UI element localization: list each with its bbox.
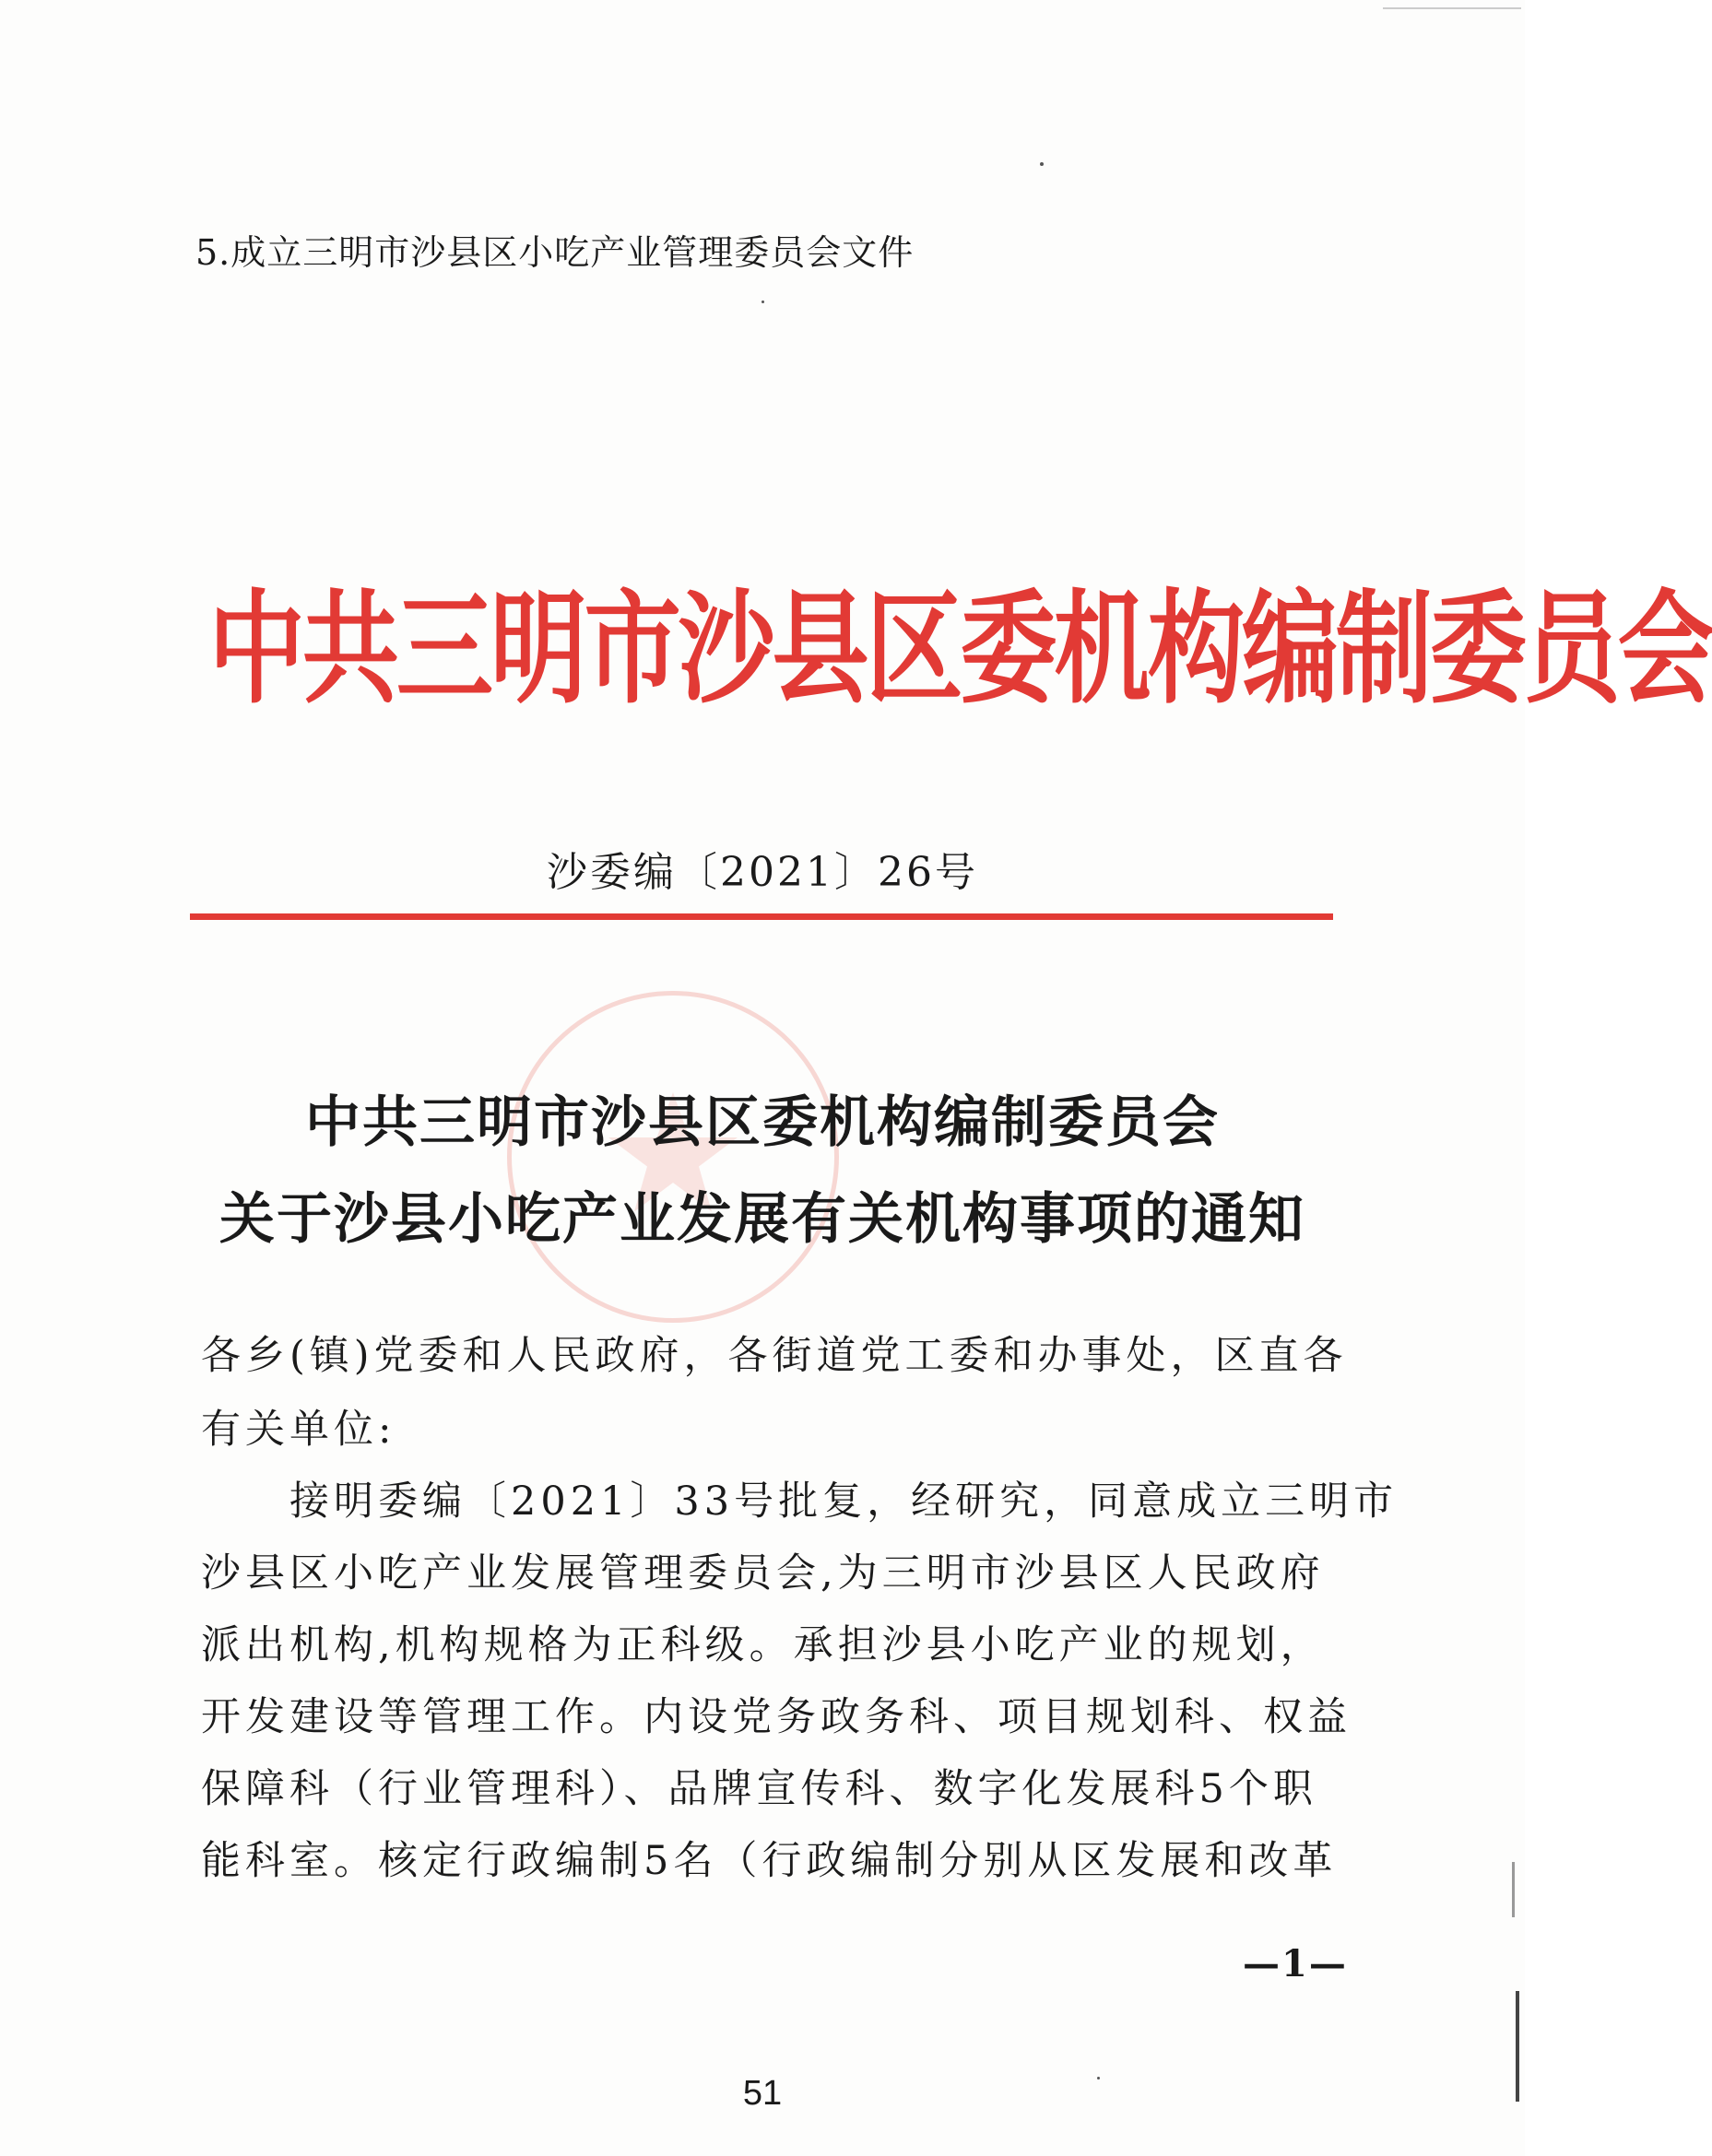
document-page-marker: —1— (1243, 1942, 1348, 1985)
body-text-line: 各乡(镇)党委和人民政府，各街道党工委和办事处，区直各 (201, 1333, 1348, 1379)
scan-edge-mark (1516, 1991, 1519, 2102)
document-number: 沙委编〔2021〕26号 (547, 849, 978, 896)
body-text-line: 派出机构,机构规格为正科级。承担沙县小吃产业的规划， (201, 1622, 1325, 1668)
body-text-line: 有关单位: (201, 1407, 396, 1453)
document-title-line-1: 中共三明市沙县区委机构编制委员会 (305, 1090, 1220, 1155)
body-text-line: 接明委编〔2021〕33号批复，经研究，同意成立三明市 (201, 1479, 1399, 1525)
issuing-organization-header: 中共三明市沙县区委机构编制委员会 (208, 579, 1712, 721)
scan-edge-mark (1512, 1862, 1515, 1917)
scan-speck (762, 300, 764, 303)
body-text-line: 能科室。核定行政编制5名（行政编制分别从区发展和改革 (201, 1838, 1338, 1884)
scan-speck (1040, 162, 1044, 166)
body-text-line: 保障科（行业管理科）、品牌宣传科、数字化发展科5个职 (201, 1766, 1317, 1812)
document-title-line-2: 关于沙县小吃产业发展有关机构事项的通知 (219, 1187, 1305, 1252)
page-number: 51 (742, 2074, 783, 2113)
body-text-line: 开发建设等管理工作。内设党务政务科、项目规划科、权益 (201, 1694, 1352, 1740)
attachment-caption: 5.成立三明市沙县区小吃产业管理委员会文件 (195, 232, 915, 273)
scan-edge-mark (1383, 7, 1521, 9)
scan-speck (1097, 2077, 1100, 2079)
body-text-line: 沙县区小吃产业发展管理委员会,为三明市沙县区人民政府 (201, 1550, 1325, 1596)
red-divider-line (190, 913, 1333, 920)
